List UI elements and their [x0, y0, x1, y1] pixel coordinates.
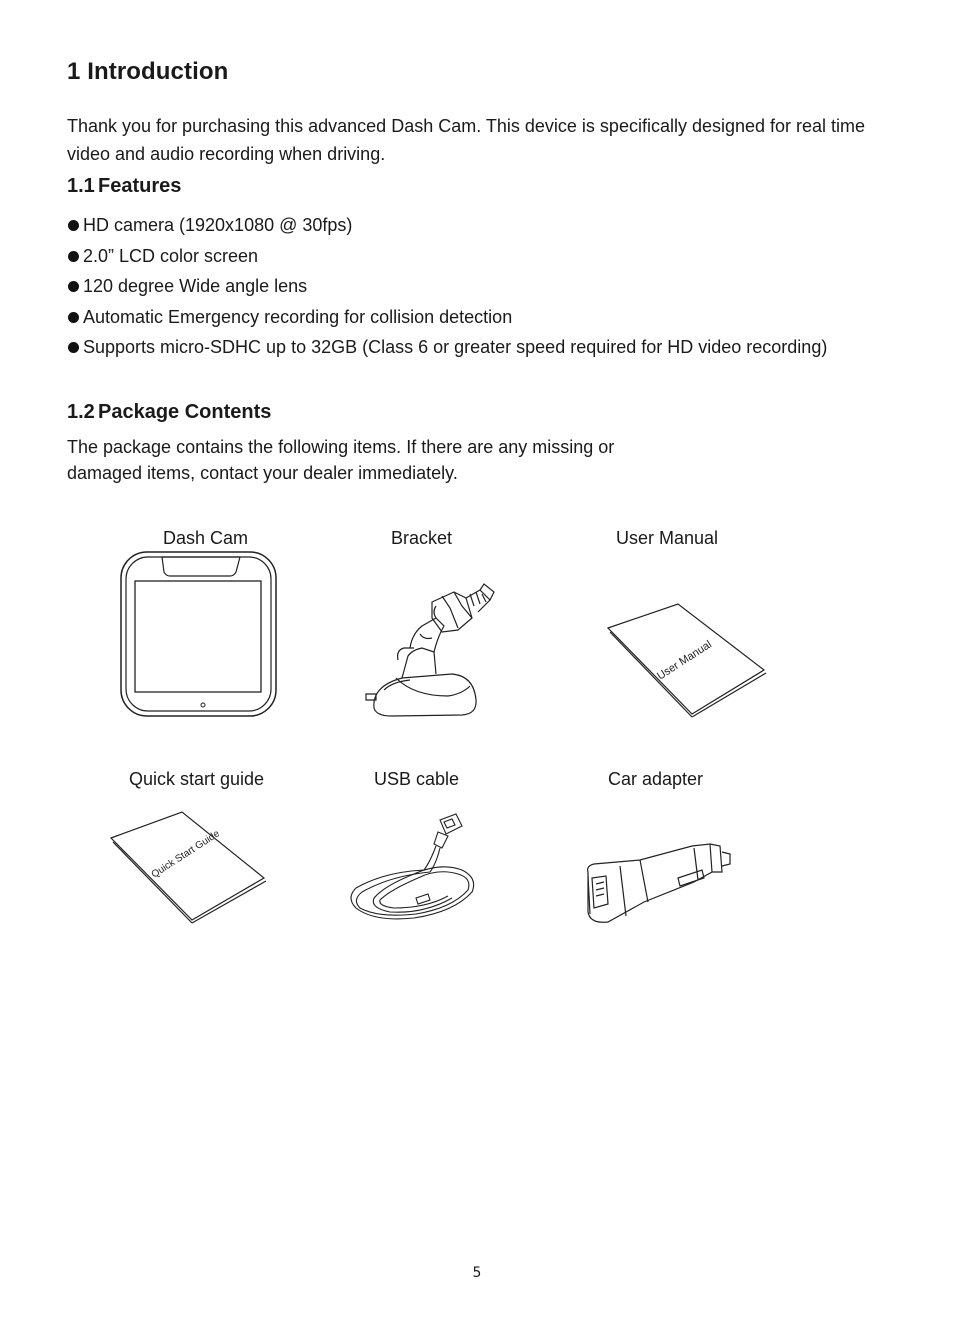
feature-item: Supports micro-SDHC up to 32GB (Class 6 or greater speed required for HD video recording) — [67, 334, 827, 365]
package-heading — [67, 401, 271, 424]
user-manual-cover-text: User Manual — [655, 638, 714, 683]
package-title: Package Contents — [98, 401, 272, 423]
item-label-bracket: Bracket — [391, 528, 453, 548]
bullet-icon — [68, 220, 79, 231]
bullet-icon — [68, 281, 79, 292]
item-label-car-adapter: Car adapter — [608, 769, 704, 789]
bullet-icon — [68, 342, 79, 353]
usb-cable-icon — [344, 812, 484, 926]
item-label-quick-start-guide: Quick start guide — [129, 769, 265, 789]
features-number: 1.1 — [67, 175, 95, 197]
package-number: 1.2 — [67, 401, 95, 423]
features-title: Features — [98, 175, 182, 197]
feature-item: HD camera (1920x1080 @ 30fps) — [67, 212, 827, 243]
item-label-dash-cam: Dash Cam — [163, 528, 249, 548]
quick-start-guide-icon — [108, 808, 268, 926]
item-label-user-manual: User Manual — [616, 528, 719, 548]
car-adapter-icon — [582, 832, 736, 926]
user-manual-icon — [604, 600, 770, 720]
page-title: 1 Introduction — [67, 58, 229, 85]
page-number: 5 — [472, 1265, 482, 1281]
features-list — [67, 212, 827, 365]
feature-item: 120 degree Wide angle lens — [67, 273, 827, 304]
bullet-icon — [68, 312, 79, 323]
bullet-icon — [68, 251, 79, 262]
item-label-usb-cable: USB cable — [374, 769, 460, 789]
features-heading — [67, 175, 181, 198]
bracket-icon — [362, 578, 502, 720]
intro-paragraph: Thank you for purchasing this advanced Dash Cam. This device is specifically designed for real time video and audio recording when driving. — [67, 116, 866, 164]
package-description: The package contains the following items. If there are any missing or damaged items, contact your dealer immediately. — [67, 437, 615, 483]
dash-cam-icon — [118, 548, 280, 720]
feature-item: 2.0” LCD color screen — [67, 243, 827, 274]
quick-start-guide-cover-text: Quick Start Guide — [149, 828, 222, 881]
feature-item: Automatic Emergency recording for collision detection — [67, 304, 827, 335]
